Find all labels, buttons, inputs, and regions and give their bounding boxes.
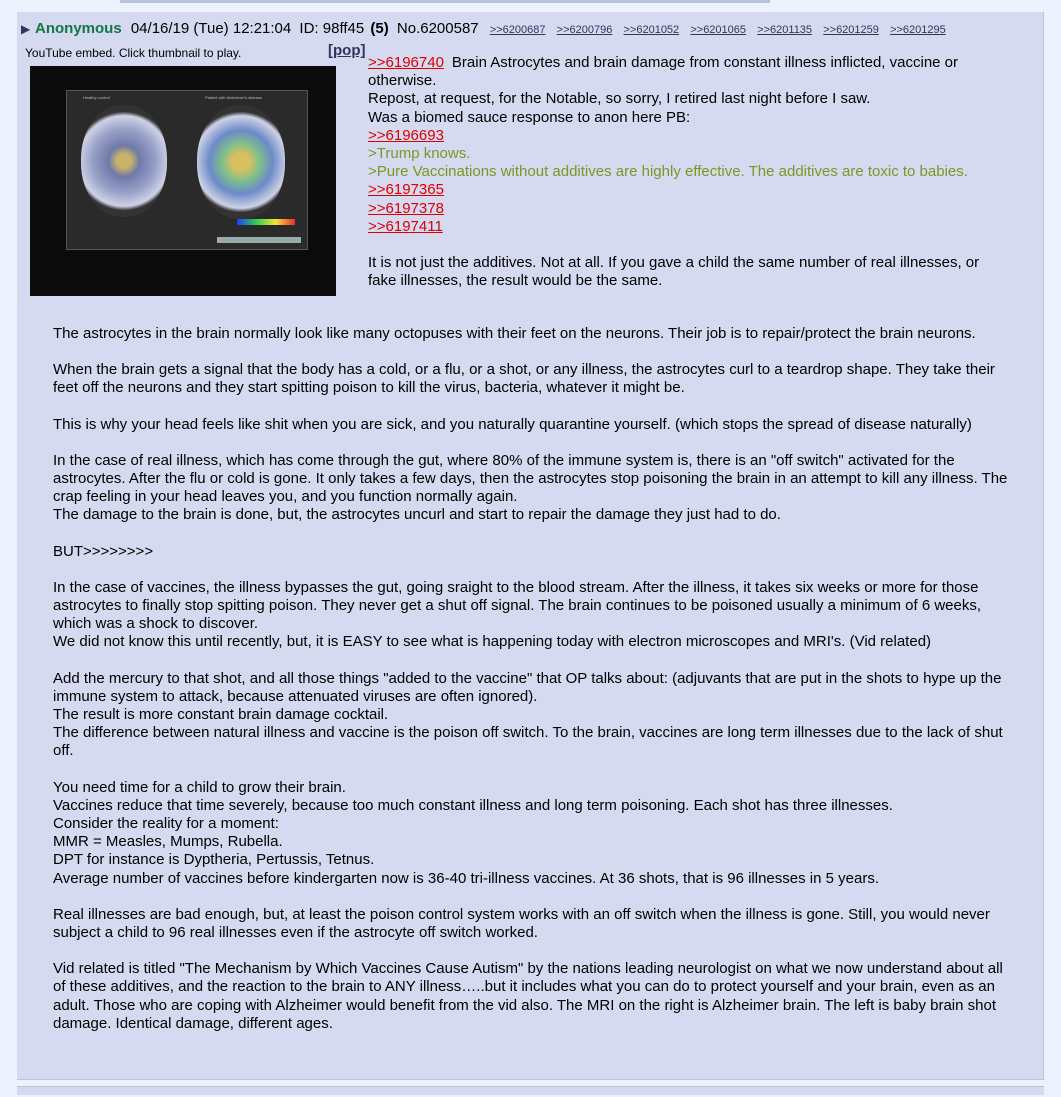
backlink[interactable]: >>6200687 — [489, 24, 546, 36]
post-text: This is why your head feels like shit when you are sick, and you naturally quarantine yourself. (which stops the spread of disease naturally) — [53, 415, 972, 433]
top-divider — [120, 0, 770, 3]
quote-link[interactable]: >>6196693 — [368, 126, 444, 144]
backlink[interactable]: >>6200796 — [556, 24, 613, 36]
quote-link[interactable]: >>6197378 — [368, 199, 444, 217]
quote-link[interactable]: >>6197411 — [368, 217, 443, 235]
video-thumbnail[interactable] — [30, 66, 336, 296]
brain-scan-right — [197, 105, 285, 219]
greentext-line: >Pure Vaccinations without additives are highly effective. The additives are toxic to babies. — [368, 163, 968, 181]
post-text: We did not know this until recently, but, it is EASY to see what is happening today with electron microscopes and MRI's. (Vid related) — [53, 633, 932, 651]
post-text: The result is more constant brain damage cocktail. — [53, 706, 389, 724]
backlink[interactable]: >>6201065 — [690, 24, 747, 36]
post-text: Consider the reality for a moment: — [53, 815, 279, 833]
color-scale-bar — [237, 219, 295, 225]
backlink[interactable]: >>6201295 — [890, 24, 946, 36]
backlink[interactable]: >>6201259 — [823, 24, 879, 36]
post-text: MMR = Measles, Mumps, Rubella. — [53, 833, 283, 851]
post-text: Repost, at request, for the Notable, so sorry, I retired last night before I saw. — [368, 90, 871, 108]
post-text: When the brain gets a signal that the body has a cold, or a flu, or a shot, or any illness, the astrocytes curl to a teardrop shape. They take their feet off the neurons and they start spitting poison to kill the virus, bacteria, whatever it might be. — [53, 361, 995, 397]
post-reply — [17, 12, 1044, 1080]
post-text: Vaccines reduce that time severely, because too much constant illness and long term poisoning. Each shot has three illnesses. — [53, 796, 893, 814]
post-text: You need time for a child to grow their brain. — [53, 778, 346, 796]
poster-id[interactable]: ID: 98ff45 — [299, 20, 365, 37]
embed-label: YouTube embed. Click thumbnail to play. — [25, 46, 242, 60]
post-text: In the case of real illness, which has come through the gut, where 80% of the immune system is, there is an "off switch" activated for the astrocytes. After the flu or cold is gone. It only takes a few days, then the astrocytes stop poisoning the brain in an attempt to kill any illness. The crap feeling in your head leaves you, and you function normally again. — [53, 451, 1008, 506]
post-text: Brain Astrocytes and brain damage from constant illness inflicted, vaccine or otherwise. — [368, 54, 959, 90]
post-text: BUT>>>>>>>> — [53, 542, 154, 560]
quote-link[interactable]: >>6197365 — [368, 181, 444, 199]
quote-link[interactable]: >>6196740 — [368, 54, 444, 71]
pop-out-button[interactable]: [pop] — [328, 42, 366, 59]
post-menu-arrow-icon[interactable]: ▶ — [21, 22, 31, 36]
thumb-caption-right: Patient with Alzheimer's disease — [205, 95, 263, 100]
post-text: In the case of vaccines, the illness bypasses the gut, going sraight to the blood stream. After the illness, it takes six weeks or more for those astrocytes to finally stop spitting poison. They never get a shut off signal. The brain continues to be poisoned usually a minimum of 6 weeks, which was a shock to discover. — [53, 578, 982, 633]
post-text: Was a biomed sauce response to anon here PB: — [368, 108, 691, 126]
post-text: The damage to the brain is done, but, the astrocytes uncurl and start to repair the damage they just had to do. — [53, 506, 781, 524]
post-body — [53, 325, 1013, 1033]
post-text: DPT for instance is Dyptheria, Pertussis, Tetnus. — [53, 851, 375, 869]
post-text: The difference between natural illness and vaccine is the poison off switch. To the brain, vaccines are long term illnesses due to the lack of shut off. — [53, 724, 1003, 760]
mri-slide-image — [66, 90, 308, 250]
backlink[interactable]: >>6201135 — [757, 24, 813, 36]
post-text: Add the mercury to that shot, and all those things "added to the vaccine" that OP talks about: (adjuvants that are put in the shots to hype up the immune system to attack, because attenuated viruses are often ignored). — [53, 669, 1002, 705]
post-datetime: 04/16/19 (Tue) 12:21:04 — [130, 20, 292, 37]
post-text: It is not just the additives. Not at all. If you gave a child the same number of real illnesses, or fake illnesses, the result would be the same. — [368, 254, 980, 290]
poster-post-count: (5) — [370, 20, 389, 37]
post-text: The astrocytes in the brain normally look like many octopuses with their feet on the neurons. Their job is to repair/protect the brain neurons. — [53, 325, 976, 342]
post-text: Vid related is titled "The Mechanism by Which Vaccines Cause Autism" by the nations leading neurologist on what we now understand about all of these additives, and the reaction to the brain to ANY illness…..but it includes what you can do to protect yourself and your brain, even as an adult. Those who are coping with Alzheimer would benefit from the vid also. The MRI on the right is Alzheimer brain. The left is baby brain shot damage. Identical damage, different ages. — [53, 960, 1003, 1032]
thumb-caption-left: Healthy control — [83, 95, 110, 100]
greentext-line: >Trump knows. — [368, 145, 471, 163]
post-text: Real illnesses are bad enough, but, at least the poison control system works with an off switch when the illness is gone. Still, you would never subject a child to 96 real illnesses even if the astrocyte off switch worked. — [53, 905, 990, 942]
post-header — [21, 19, 946, 39]
next-post-edge — [17, 1086, 1044, 1095]
post-intro — [368, 54, 1008, 290]
credit-line — [217, 237, 301, 243]
post-text: Average number of vaccines before kindergarten now is 36-40 tri-illness vaccines. At 36 shots, that is 96 illnesses in 5 years. — [53, 869, 879, 887]
poster-name: Anonymous — [35, 20, 122, 37]
brain-scan-left — [81, 105, 167, 217]
backlink[interactable]: >>6201052 — [623, 24, 680, 36]
post-number[interactable]: No.6200587 — [396, 20, 479, 37]
